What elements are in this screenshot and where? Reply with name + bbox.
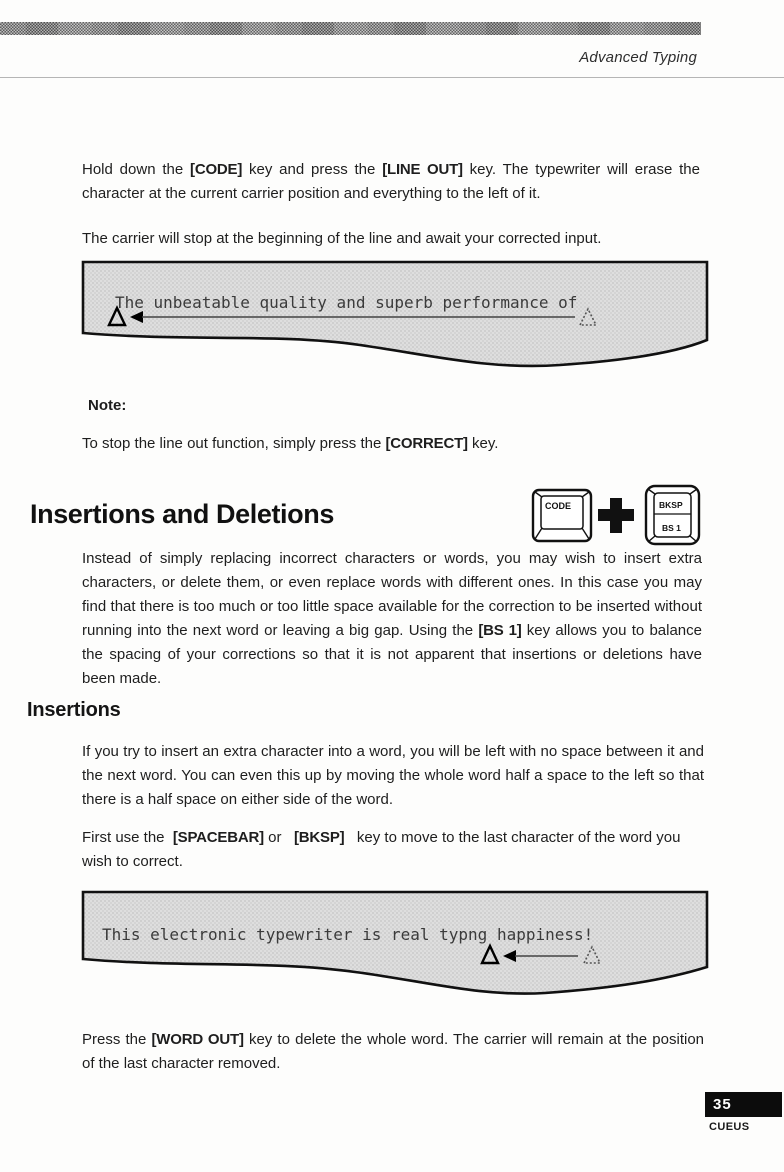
key-name-bs1: [BS 1]: [478, 622, 522, 639]
text-segment: Press the: [82, 1031, 152, 1048]
code-key-icon: [533, 490, 591, 541]
text-segment: key. The typewriter will erase the character at the current carrier position and everything to the left of it.: [82, 161, 700, 202]
bksp-key-label-bottom: BS 1: [662, 523, 681, 533]
text-segment: Instead of simply replacing incorrect characters or words, you may wish to insert extra characters, or delete them, or even replace words with different ones. In this case you may find that there is too much or too little space available for the correction to be inserted without running into the next word or leaving a big gap. Using the: [82, 550, 702, 639]
key-name-bksp: [BKSP]: [293, 829, 345, 846]
bksp-key-label-top: BKSP: [659, 500, 683, 510]
section-heading: Insertions and Deletions: [30, 499, 334, 529]
key-name-line-out: [LINE OUT]: [382, 161, 463, 178]
key-name-correct: [CORRECT]: [385, 435, 468, 452]
paragraph-insert-explain: If you try to insert an extra character into a word, you will be left with no space between it and the next word. You can even this up by moving the whole word half a space to the left so that there is a half space on either side of the word.: [82, 743, 704, 808]
text-segment: key allows you to balance the spacing of your corrections so that it is not apparent that insertions or deletions have been made.: [82, 622, 702, 687]
paper-outline: [83, 262, 707, 366]
text-segment: key to delete the whole word. The carrier will remain at the position of the last character removed.: [82, 1031, 704, 1072]
typewriter-sample-text: This electronic typewriter is real typng happiness!: [102, 925, 594, 944]
bksp-key-icon: [646, 486, 699, 544]
text-segment: First use the: [82, 829, 173, 846]
sample-paper-2: [80, 888, 710, 1005]
plus-icon: [598, 498, 634, 533]
brand-label: CUEUS: [709, 1121, 750, 1133]
text-segment: Hold down the: [82, 161, 191, 178]
typewriter-sample-text: The unbeatable quality and superb performance of: [115, 293, 578, 312]
page-header-title: Advanced Typing: [579, 49, 697, 66]
paragraph-insert-delete-intro: [82, 547, 702, 691]
paragraph-word-out: [82, 1028, 704, 1076]
sample-paper-1: [80, 258, 710, 378]
subsection-heading: Insertions: [27, 699, 121, 721]
decorative-hatch-bar: [0, 22, 701, 35]
text-segment: key and press the: [242, 161, 383, 178]
paragraph-spacebar-bksp: [82, 826, 707, 874]
key-name-word-out: [WORD OUT]: [151, 1031, 244, 1048]
text-segment: key.: [467, 435, 499, 452]
paragraph-line-out: [82, 158, 700, 206]
header-rule: [0, 77, 784, 78]
code-key-label: CODE: [545, 501, 572, 511]
note-label: Note:: [88, 397, 127, 414]
key-name-spacebar: [SPACEBAR]: [172, 829, 264, 846]
key-combo-illustration: [528, 483, 703, 548]
key-name-code: [CODE]: [190, 161, 243, 178]
page-number-badge: 35: [705, 1092, 782, 1117]
text-segment: To stop the line out function, simply press the: [82, 435, 386, 452]
text-segment: key to move to the last character of the word you wish to correct.: [82, 829, 685, 870]
paragraph-carrier-stop: The carrier will stop at the beginning of the line and await your corrected input.: [82, 230, 602, 247]
paragraph-correct-key: [82, 432, 700, 456]
text-segment: or: [263, 829, 294, 846]
